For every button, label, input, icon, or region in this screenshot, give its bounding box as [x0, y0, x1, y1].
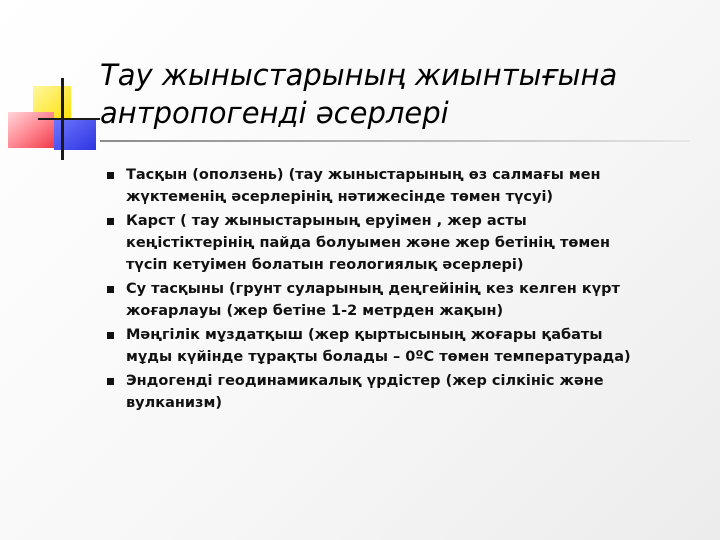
- bullet-line: Тасқын (оползень) (тау жыныстарының өз салмағы мен: [126, 167, 601, 183]
- bullet-line: мұды күйінде тұрақты болады – 0ºС төмен температурада): [126, 349, 631, 365]
- bullet-item-permafrost: [100, 324, 700, 368]
- bullet-line: вулканизм): [126, 395, 222, 411]
- bullet-list: [100, 164, 700, 416]
- square-bullet-icon: [107, 332, 114, 339]
- bullet-line: Мәңгілік мұздатқыш (жер қыртысының жоғары қабаты: [126, 327, 603, 343]
- bullet-text: [126, 164, 700, 208]
- bullet-line: Эндогенді геодинамикалық үрдістер (жер сілкініс және: [126, 373, 604, 389]
- bullet-text: [126, 370, 700, 414]
- bullet-line: кеңістіктерінің пайда болуымен және жер бетінің төмен: [126, 235, 611, 251]
- slide-title: [100, 56, 700, 132]
- slide-title-line-2: антропогенді әсерлері: [100, 96, 449, 130]
- bullet-line: түсіп кетуімен болатын геологиялық әсерлері): [126, 257, 524, 273]
- bullet-item-landslide: [100, 164, 700, 208]
- bullet-line: жүктеменің әсерлерінің нәтижесінде төмен түсуі): [126, 189, 554, 205]
- bullet-line: жоғарлауы (жер бетіне 1-2 метрден жақын): [126, 303, 504, 319]
- slide-title-line-1: Тау жыныстарының жиынтығына: [100, 58, 618, 92]
- square-bullet-icon: [107, 378, 114, 385]
- square-bullet-icon: [107, 218, 114, 225]
- bullet-text: [126, 324, 700, 368]
- bullet-item-flooding: [100, 278, 700, 322]
- logo-horizontal-line: [38, 118, 100, 120]
- title-divider: [100, 140, 690, 142]
- square-bullet-icon: [107, 286, 114, 293]
- bullet-text: [126, 278, 700, 322]
- bullet-text: [126, 210, 700, 276]
- bullet-line: Су тасқыны (грунт суларының деңгейінің кез келген күрт: [126, 281, 620, 297]
- square-bullet-icon: [107, 172, 114, 179]
- bullet-line: Карст ( тау жыныстарының еруімен , жер асты: [126, 213, 527, 229]
- bullet-item-endogenous: [100, 370, 700, 414]
- bullet-item-karst: [100, 210, 700, 276]
